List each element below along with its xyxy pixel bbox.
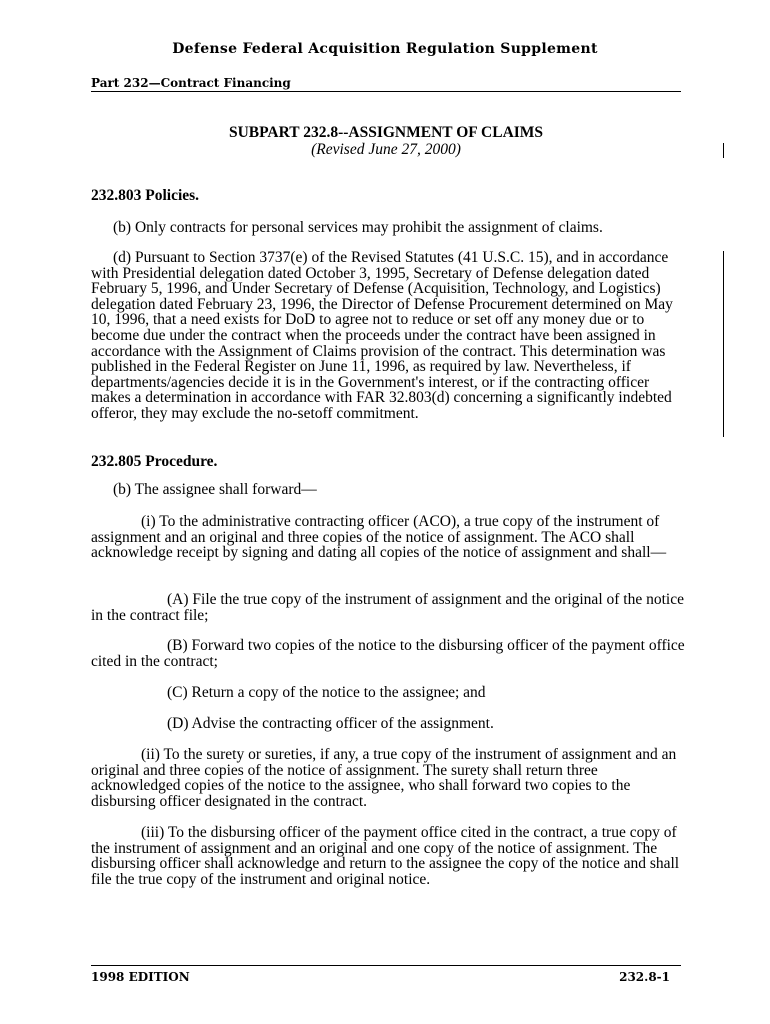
- part-title: Part 232—Contract Financing: [91, 76, 291, 90]
- section-232-805-C-block: [91, 685, 686, 701]
- document-title: Defense Federal Acquisition Regulation Supplement: [172, 41, 598, 57]
- change-bar: [723, 251, 724, 437]
- footer-divider: [91, 965, 681, 966]
- paragraph-805-b-i: (i) To the administrative contracting officer (ACO), a true copy of the instrument of assignment and an original and three copies of the notice of assignment. The ACO shall acknowledge receipt by signing and dating all copies of the notice of assignment and shall—: [91, 513, 667, 562]
- page-number: 232.8-1: [619, 970, 670, 984]
- subpart-title: SUBPART 232.8--ASSIGNMENT OF CLAIMS: [228, 124, 544, 141]
- paragraph-805-b-ii: (ii) To the surety or sureties, if any, a true copy of the instrument of assignment and an original and three copies of the notice of assignment. The surety shall return three acknowledged copies of the notice to the assignee, who shall forward two copies to the disbursing officer designated in the contract.: [91, 746, 677, 810]
- section-232-805-B-block: [91, 638, 686, 669]
- footer-edition: 1998 EDITION: [91, 970, 190, 984]
- section-232-805-i-block: [91, 514, 686, 561]
- paragraph-805-b-i-D: (D) Advise the contracting officer of the assignment.: [167, 715, 494, 732]
- section-232-803-d-block: [91, 250, 686, 422]
- paragraph-805-b: (b) The assignee shall forward—: [113, 481, 317, 498]
- paragraph-805-b-iii: (iii) To the disbursing officer of the payment office cited in the contract, a true copy of the instrument of assignment and an original and one copy of the notice of assignment. The disbursing officer shall acknowledge and return to the assignee the copy of the notice and shall file the true copy of the instrument and original notice.: [91, 824, 680, 888]
- paragraph-803-d: (d) Pursuant to Section 3737(e) of the Revised Statutes (41 U.S.C. 15), and in accordance with Presidential delegation dated October 3, 1995, Secretary of Defense delegation dated February 5, 1996, and Under Secretary of Defense (Acquisition, Technology, and Logistics) delegation dated February 23, 1996, the Director of Defense Procurement determined on May 10, 1996, that a need exists for DoD to agree not to reduce or set off any money due or to become due under the contract when the proceeds under the contract have been assigned in accordance with the Assignment of Claims provision of the contract. This determination was published in the Federal Register on June 11, 1996, as required by law. Nevertheless, if departments/agencies decide it is in the Government's interest, or if the contracting officer makes a determination in accordance with FAR 32.803(d) concerning a significantly indebted offeror, they may exclude the no-setoff commitment.: [91, 249, 673, 422]
- section-232-805-D-block: [91, 716, 686, 732]
- subpart-revision-date: (Revised June 27, 2000): [311, 141, 461, 158]
- paragraph-805-b-i-C: (C) Return a copy of the notice to the assignee; and: [167, 684, 486, 701]
- change-bar: [723, 143, 724, 158]
- paragraph-803-b: (b) Only contracts for personal services may prohibit the assignment of claims.: [113, 219, 603, 236]
- paragraph-805-b-i-B: (B) Forward two copies of the notice to the disbursing officer of the payment office cited in the contract;: [91, 637, 685, 670]
- section-heading-232-805: 232.805 Procedure.: [91, 453, 218, 470]
- paragraph-805-b-i-A: (A) File the true copy of the instrument of assignment and the original of the notice in the contract file;: [91, 591, 684, 624]
- section-232-805-iii-block: [91, 825, 686, 887]
- section-heading-232-803: 232.803 Policies.: [91, 187, 200, 204]
- section-232-805-ii-block: [91, 747, 686, 809]
- section-232-803-body: [91, 220, 686, 236]
- section-232-805-A-block: [91, 592, 686, 623]
- header-divider: [91, 91, 681, 92]
- section-232-805-body: [91, 482, 686, 498]
